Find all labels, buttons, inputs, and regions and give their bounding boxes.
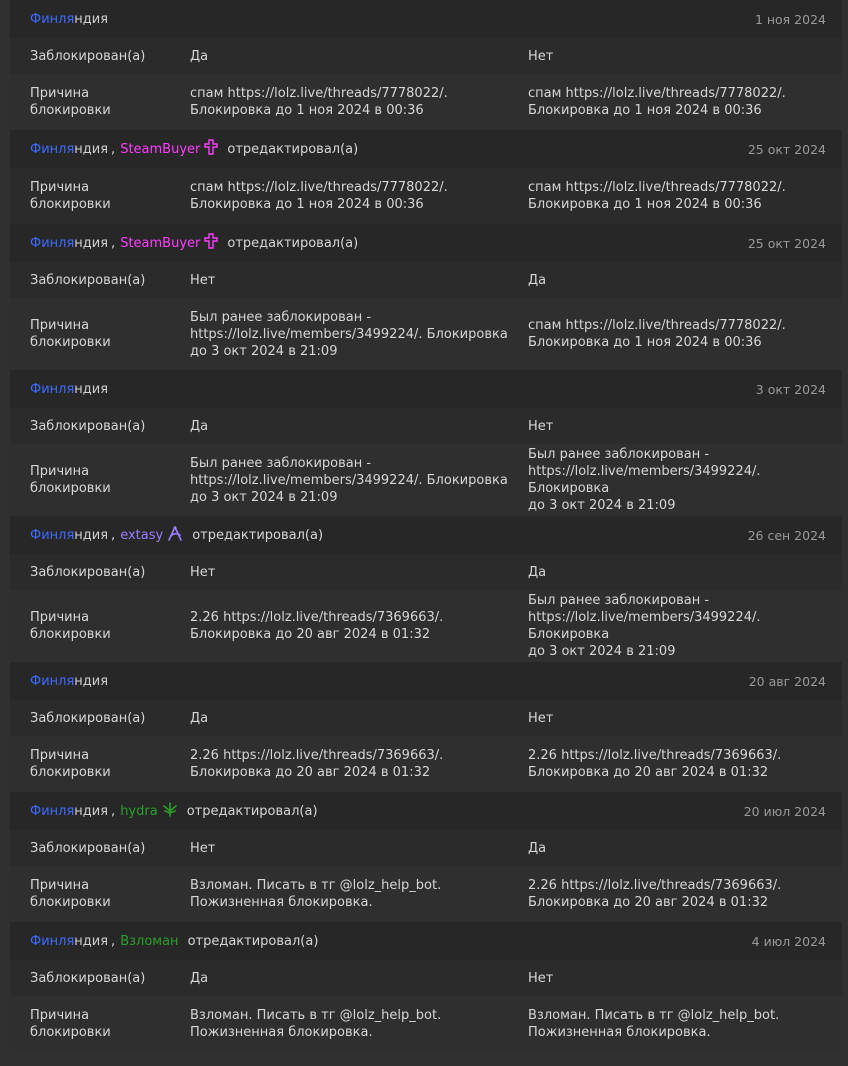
separator: , <box>111 933 116 949</box>
log-entry <box>10 792 842 922</box>
field-label: Заблокирован(а) <box>30 564 146 580</box>
value-line: Взломан. Писать в тг @lolz_help_bot. <box>528 1008 780 1023</box>
field-label-line: Причина <box>30 464 90 479</box>
separator: , <box>111 527 116 543</box>
entry-header <box>10 0 842 38</box>
edited-suffix: отредактировал(а) <box>227 141 359 157</box>
entry-date: 1 ноя 2024 <box>754 11 826 27</box>
old-value <box>190 996 528 1052</box>
value-line: Был ранее заблокирован - <box>528 593 710 608</box>
field-row <box>10 700 842 736</box>
edited-suffix: отредактировал(а) <box>227 235 359 251</box>
entry-date: 25 окт 2024 <box>747 141 826 157</box>
log-entry <box>10 0 842 130</box>
country-link[interactable]: Финля <box>30 673 75 689</box>
value-line: Блокировка до 1 ноя 2024 в 00:36 <box>190 197 424 212</box>
value-line: Блокировка до 20 авг 2024 в 01:32 <box>190 765 431 780</box>
value-line: Пожизненная блокировка. <box>528 1025 711 1040</box>
new-value: Да <box>528 840 547 856</box>
field-label: Заблокирован(а) <box>30 840 146 856</box>
field-label-line: Причина <box>30 318 90 333</box>
new-value: Нет <box>528 418 554 434</box>
leaf-icon <box>162 802 178 821</box>
value-line: https://lolz.live/members/3499224/. Блокировка <box>528 610 761 642</box>
field-label <box>10 298 190 370</box>
value-line: Блокировка до 1 ноя 2024 в 00:36 <box>528 197 762 212</box>
field-row <box>10 262 842 298</box>
entry-header <box>10 662 842 700</box>
value-line: https://lolz.live/members/3499224/. Блокировка <box>190 326 508 342</box>
entry-date: 26 сен 2024 <box>747 527 826 543</box>
field-label-line: Причина <box>30 878 90 893</box>
country-link-tail[interactable]: ндия <box>74 381 109 397</box>
field-row <box>10 736 842 792</box>
country-link-tail[interactable]: ндия <box>74 673 109 689</box>
old-value <box>190 736 528 792</box>
value-line: Блокировка до 20 авг 2024 в 01:32 <box>528 895 769 910</box>
edited-suffix: отредактировал(а) <box>192 527 324 543</box>
country-link[interactable]: Финля <box>30 11 75 27</box>
entry-title <box>30 802 318 821</box>
value-line: Пожизненная блокировка. <box>190 895 373 910</box>
field-label-line: блокировки <box>30 103 111 118</box>
field-label <box>10 74 190 130</box>
field-label-line: блокировки <box>30 627 111 642</box>
new-value <box>528 168 828 224</box>
new-value <box>528 74 828 130</box>
value-line: 2.26 https://lolz.live/threads/7369663/. <box>528 878 782 893</box>
value-line: Блокировка до 1 ноя 2024 в 00:36 <box>190 103 424 118</box>
new-value <box>528 444 828 516</box>
old-value: Да <box>190 710 209 726</box>
field-label <box>10 866 190 922</box>
field-row <box>10 866 842 922</box>
field-row <box>10 74 842 130</box>
country-link[interactable]: Финля <box>30 381 75 397</box>
country-link[interactable]: Финля <box>30 803 75 819</box>
editor-link[interactable]: Взломан <box>120 933 179 949</box>
value-line: 2.26 https://lolz.live/threads/7369663/. <box>190 748 444 763</box>
value-line: 2.26 https://lolz.live/threads/7369663/. <box>190 610 444 625</box>
entry-title <box>30 12 108 27</box>
edited-suffix: отредактировал(а) <box>187 933 319 949</box>
entry-header <box>10 370 842 408</box>
field-label: Заблокирован(а) <box>30 710 146 726</box>
log-entry <box>10 224 842 370</box>
entry-title <box>30 233 358 253</box>
field-label-line: блокировки <box>30 481 111 496</box>
value-line: до 3 окт 2024 в 21:09 <box>528 498 676 513</box>
value-line: Взломан. Писать в тг @lolz_help_bot. <box>190 878 442 893</box>
field-label-line: Причина <box>30 86 90 101</box>
field-label-line: блокировки <box>30 765 111 780</box>
value-line: до 3 окт 2024 в 21:09 <box>190 489 338 505</box>
entry-title <box>30 526 323 545</box>
value-line: Блокировка до 20 авг 2024 в 01:32 <box>190 627 431 642</box>
field-label <box>10 444 190 516</box>
value-line: Взломан. Писать в тг @lolz_help_bot. <box>190 1008 442 1023</box>
entry-date: 25 окт 2024 <box>747 235 826 251</box>
old-value: Да <box>190 970 209 986</box>
cross-icon <box>204 233 218 253</box>
value-line: до 3 окт 2024 в 21:09 <box>528 644 676 659</box>
country-link[interactable]: Финля <box>30 933 75 949</box>
entry-date: 4 июл 2024 <box>751 933 826 949</box>
field-label: Заблокирован(а) <box>30 48 146 64</box>
new-value <box>528 298 828 370</box>
old-value <box>190 74 528 130</box>
field-label <box>10 168 190 224</box>
editor-link[interactable]: hydra <box>120 803 158 819</box>
new-value: Нет <box>528 710 554 726</box>
country-link-tail[interactable]: ндия <box>74 235 109 251</box>
value-line: Был ранее заблокирован - <box>190 309 372 325</box>
separator: , <box>111 141 116 157</box>
value-line: до 3 окт 2024 в 21:09 <box>190 343 338 359</box>
log-entry <box>10 370 842 516</box>
edited-suffix: отредактировал(а) <box>186 803 318 819</box>
value-line: 2.26 https://lolz.live/threads/7369663/. <box>528 748 782 763</box>
entry-header <box>10 516 842 554</box>
old-value <box>190 866 528 922</box>
entry-date: 3 окт 2024 <box>755 381 826 397</box>
entry-title <box>30 674 108 689</box>
new-value <box>528 736 828 792</box>
log-entry <box>10 662 842 792</box>
entry-header <box>10 792 842 830</box>
value-line: https://lolz.live/members/3499224/. Блокировка <box>190 472 508 488</box>
value-line: Пожизненная блокировка. <box>190 1025 373 1040</box>
separator: , <box>111 235 116 251</box>
new-value: Да <box>528 564 547 580</box>
new-value: Нет <box>528 48 554 64</box>
field-label: Заблокирован(а) <box>30 970 146 986</box>
field-row <box>10 298 842 370</box>
field-row <box>10 996 842 1052</box>
entry-date: 20 июл 2024 <box>743 803 826 819</box>
new-value <box>528 996 828 1052</box>
entry-title <box>30 139 358 159</box>
new-value: Нет <box>528 970 554 986</box>
field-label-line: Причина <box>30 748 90 763</box>
old-value <box>190 298 528 370</box>
country-link[interactable]: Финля <box>30 527 75 543</box>
old-value: Нет <box>190 272 216 288</box>
value-line: Был ранее заблокирован - <box>190 455 372 471</box>
country-link[interactable]: Финля <box>30 235 75 251</box>
field-row <box>10 554 842 590</box>
value-line: спам https://lolz.live/threads/7778022/. <box>528 318 786 333</box>
change-log <box>10 0 842 1052</box>
editor-link[interactable]: SteamBuyer <box>120 235 201 251</box>
country-link-tail[interactable]: ндия <box>74 11 109 27</box>
field-label-line: блокировки <box>30 1025 111 1040</box>
entry-title <box>30 382 108 397</box>
old-value: Нет <box>190 840 216 856</box>
separator: , <box>111 803 116 819</box>
entry-header <box>10 224 842 262</box>
value-line: спам https://lolz.live/threads/7778022/. <box>190 86 448 101</box>
editor-link[interactable]: extasy <box>120 527 164 543</box>
field-label-line: блокировки <box>30 895 111 910</box>
value-line: спам https://lolz.live/threads/7778022/. <box>528 180 786 195</box>
old-value <box>190 168 528 224</box>
field-row <box>10 444 842 516</box>
log-entries <box>10 0 842 1052</box>
value-line: Блокировка до 20 авг 2024 в 01:32 <box>528 765 769 780</box>
field-label: Заблокирован(а) <box>30 272 146 288</box>
new-value: Да <box>528 272 547 288</box>
country-link-tail[interactable]: ндия <box>74 141 109 157</box>
field-label-line: блокировки <box>30 335 111 350</box>
log-entry <box>10 922 842 1052</box>
country-link-tail[interactable]: ндия <box>74 527 109 543</box>
entry-header <box>10 130 842 168</box>
country-link-tail[interactable]: ндия <box>74 933 109 949</box>
entry-title <box>30 934 318 949</box>
field-row <box>10 960 842 996</box>
old-value <box>190 590 528 662</box>
new-value <box>528 590 828 662</box>
country-link[interactable]: Финля <box>30 141 75 157</box>
field-label: Заблокирован(а) <box>30 418 146 434</box>
value-line: Блокировка до 1 ноя 2024 в 00:36 <box>528 335 762 350</box>
entry-header <box>10 922 842 960</box>
field-row <box>10 830 842 866</box>
field-row <box>10 408 842 444</box>
value-line: Блокировка до 1 ноя 2024 в 00:36 <box>528 103 762 118</box>
cross-icon <box>204 139 218 159</box>
field-label-line: Причина <box>30 1008 90 1023</box>
field-label <box>10 736 190 792</box>
country-link-tail[interactable]: ндия <box>74 803 109 819</box>
value-line: Был ранее заблокирован - <box>528 447 710 462</box>
old-value: Да <box>190 418 209 434</box>
field-label-line: блокировки <box>30 197 111 212</box>
field-label-line: Причина <box>30 180 90 195</box>
old-value: Нет <box>190 564 216 580</box>
field-label <box>10 996 190 1052</box>
value-line: спам https://lolz.live/threads/7778022/. <box>190 180 448 195</box>
old-value <box>190 444 528 516</box>
value-line: спам https://lolz.live/threads/7778022/. <box>528 86 786 101</box>
field-label <box>10 590 190 662</box>
field-row <box>10 168 842 224</box>
entry-date: 20 авг 2024 <box>748 673 826 689</box>
field-row <box>10 590 842 662</box>
field-row <box>10 38 842 74</box>
editor-link[interactable]: SteamBuyer <box>120 141 201 157</box>
old-value: Да <box>190 48 209 64</box>
field-label-line: Причина <box>30 610 90 625</box>
log-entry <box>10 516 842 662</box>
value-line: https://lolz.live/members/3499224/. Блокировка <box>528 464 761 496</box>
log-entry <box>10 130 842 224</box>
new-value <box>528 866 828 922</box>
compass-icon <box>167 526 183 545</box>
